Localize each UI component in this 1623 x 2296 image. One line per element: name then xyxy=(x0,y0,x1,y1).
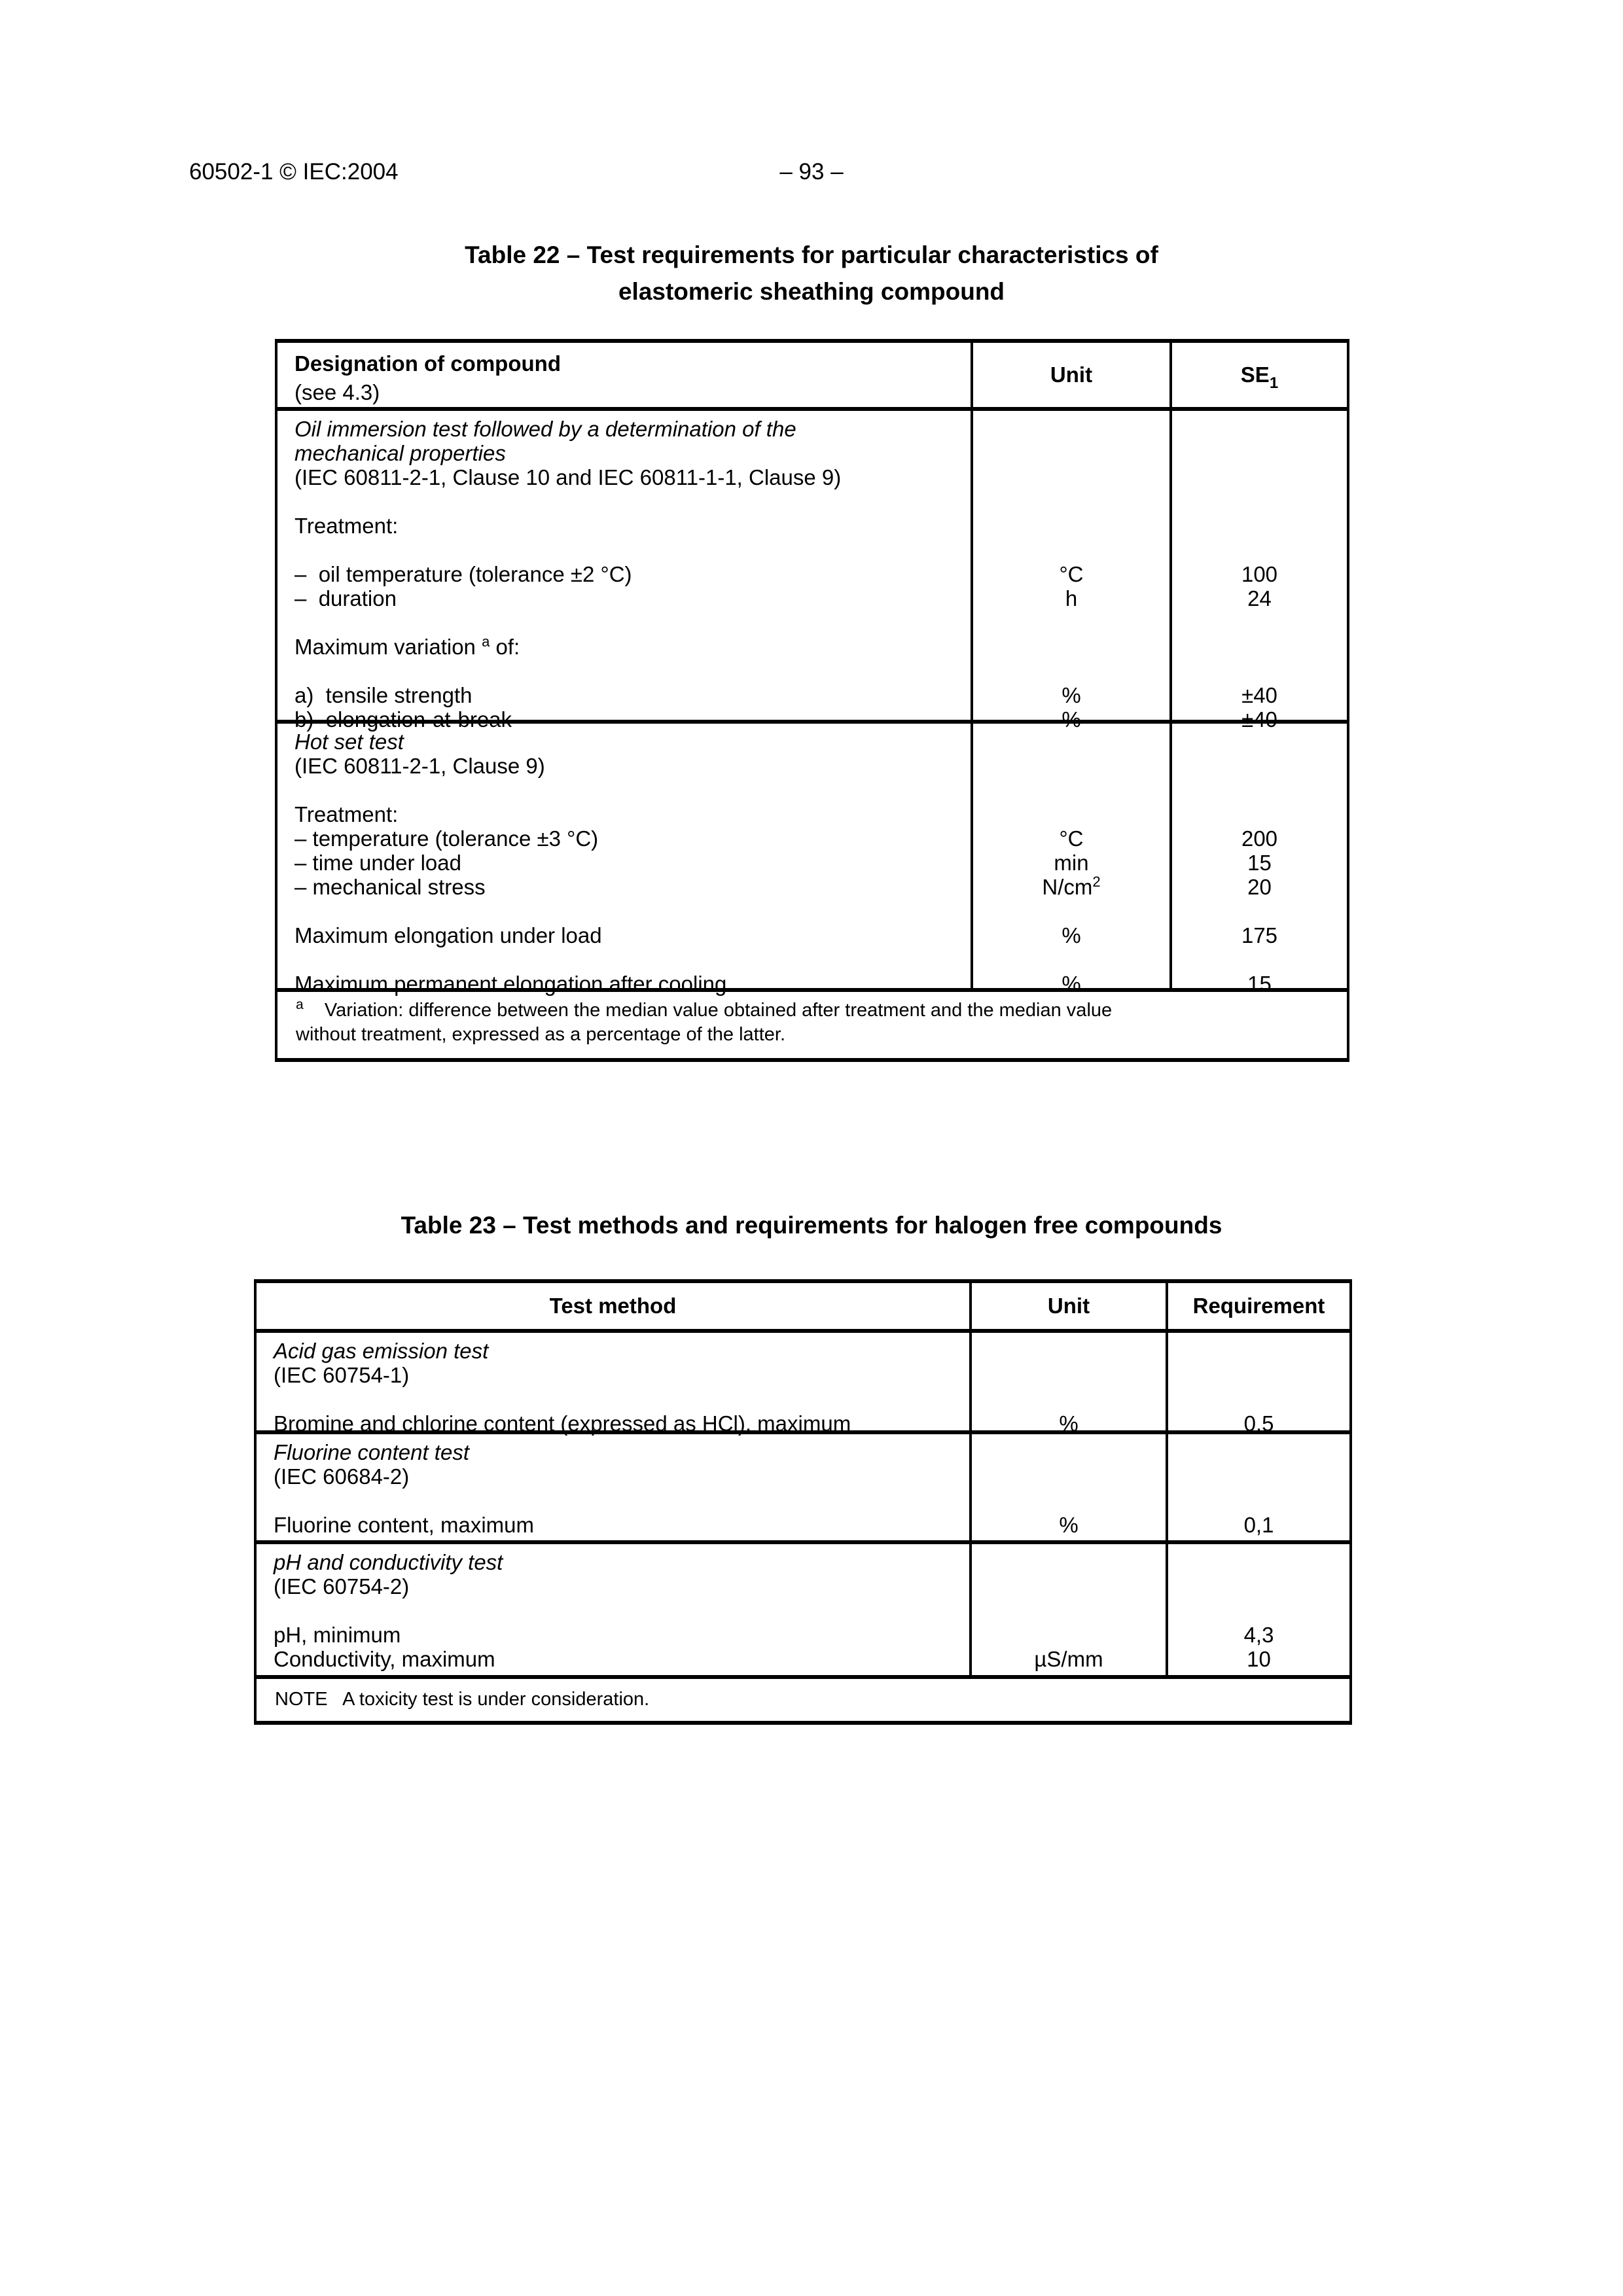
table23-header-testmethod-cell xyxy=(257,1283,969,1329)
table22-title-line1: Table 22 – Test requirements for particular characteristics of xyxy=(465,241,1158,268)
table22-header-row xyxy=(277,343,1347,411)
footnote-marker: a xyxy=(296,997,304,1012)
table22-header-designation-line1: Designation of compound xyxy=(294,351,561,376)
table22-title-line2: elastomeric sheathing compound xyxy=(618,278,1005,305)
table22-hot-set-test-line3-text xyxy=(294,778,954,802)
table23-ph-and-conductivity-test-line3-text xyxy=(274,1598,952,1623)
table23-fluorine-content-test-line1-unit xyxy=(972,1440,1166,1464)
table22-oil-immersion-test-unit-cell xyxy=(971,411,1169,732)
table22-hot-set-test-line6-unit: min xyxy=(1054,851,1089,875)
table22-hot-set-test-line10-value xyxy=(1172,947,1347,972)
table22-oil-immersion-test-line1-unit xyxy=(973,417,1169,441)
table22-hot-set-test-line8-text xyxy=(294,899,954,923)
table23-acid-gas-emission-test-line3-text xyxy=(274,1387,952,1411)
table22-hot-set-test-line4-value xyxy=(1172,802,1347,826)
table23-acid-gas-emission-test-line4-value: 0,5 xyxy=(1243,1411,1274,1436)
document-reference: 60502-1 © IEC:2004 xyxy=(189,159,399,185)
table22-hot-set-test-line4-text: Treatment: xyxy=(294,802,399,826)
table23-acid-gas-emission-test-line3-value xyxy=(1168,1387,1349,1411)
table22-oil-immersion-test-line4-unit xyxy=(973,489,1169,514)
table23-acid-gas-emission-test-text-cell xyxy=(257,1333,969,1436)
table23-ph-and-conductivity-test-line3-value xyxy=(1168,1598,1349,1623)
table23-acid-gas-emission-test-line2-unit xyxy=(972,1363,1166,1387)
table22-hot-set-test-line5-value: 200 xyxy=(1241,826,1278,851)
table23-ph-and-conductivity-test-line2-value xyxy=(1168,1574,1349,1598)
table22-hot-set-test-line8-value xyxy=(1172,899,1347,923)
table23-ph-and-conductivity-test-line2-unit xyxy=(972,1574,1166,1598)
table22-hot-set-test-line9-text: Maximum elongation under load xyxy=(294,923,602,947)
table23-acid-gas-emission-test-unit-cell xyxy=(969,1333,1166,1436)
table22-oil-immersion-test-line8-unit: h xyxy=(1065,586,1078,610)
table23 xyxy=(254,1279,1352,1725)
table23-acid-gas-emission-test-line1-value xyxy=(1168,1339,1349,1363)
table23-section-ph-and-conductivity-test xyxy=(257,1544,1349,1679)
table22-header-designation-line2: (see 4.3) xyxy=(294,380,380,404)
table23-fluorine-content-test-line2-text: (IEC 60684-2) xyxy=(274,1464,410,1489)
table23-ph-and-conductivity-test-line1-value xyxy=(1168,1550,1349,1574)
table23-section-acid-gas-emission-test xyxy=(257,1333,1349,1434)
table23-fluorine-content-test-unit-cell xyxy=(969,1434,1166,1540)
table23-fluorine-content-test-line4-unit: % xyxy=(1059,1513,1079,1537)
table23-ph-and-conductivity-test-value-cell xyxy=(1166,1544,1349,1675)
table23-acid-gas-emission-test-value-cell xyxy=(1166,1333,1349,1436)
table23-section-fluorine-content-test xyxy=(257,1434,1349,1544)
table22-oil-immersion-test-line1-value xyxy=(1172,417,1347,441)
table23-ph-and-conductivity-test-line3-unit xyxy=(972,1598,1166,1623)
table22-hot-set-test-unit-cell xyxy=(971,724,1169,996)
table22-oil-immersion-test-value-cell xyxy=(1169,411,1347,732)
table23-ph-and-conductivity-test-line1-unit xyxy=(972,1550,1166,1574)
table23-acid-gas-emission-test-line1-unit xyxy=(972,1339,1166,1363)
table22-hot-set-test-line10-text xyxy=(294,947,954,972)
table22-oil-immersion-test-line2-text: mechanical properties xyxy=(294,441,506,465)
table22-hot-set-test-line7-text: – mechanical stress xyxy=(294,875,486,899)
table22-oil-immersion-test-line8-text: – duration xyxy=(294,586,397,610)
table23-acid-gas-emission-test-line4-text: Bromine and chlorine content (expressed as HCl), maximum xyxy=(274,1411,851,1436)
table22-header-designation-cell xyxy=(277,343,971,407)
table22-hot-set-test-line5-text: – temperature (tolerance ±3 °C) xyxy=(294,826,599,851)
table22-oil-immersion-test-line9-unit xyxy=(973,610,1169,635)
table22-oil-immersion-test-line9-value xyxy=(1172,610,1347,635)
table23-ph-and-conductivity-test-text-cell xyxy=(257,1544,969,1675)
table22-oil-immersion-test-line7-value: 100 xyxy=(1241,562,1278,586)
table22-hot-set-test-line9-value: 175 xyxy=(1241,923,1278,947)
table23-ph-and-conductivity-test-line1-text: pH and conductivity test xyxy=(274,1550,503,1574)
table22-hot-set-test-line2-text: (IEC 60811-2-1, Clause 9) xyxy=(294,754,545,778)
table22-hot-set-test-value-cell xyxy=(1169,724,1347,996)
table23-note-row: NOTE A toxicity test is under consideration. xyxy=(275,1689,650,1710)
table22-hot-set-test-line7-value: 20 xyxy=(1247,875,1272,899)
table22-header-unit-label: Unit xyxy=(1050,362,1093,387)
table22-hot-set-test-line6-value: 15 xyxy=(1247,851,1272,875)
table22-footnote-line1: $^a$ Variation: difference between the median value obtained after treatment and the median value xyxy=(296,997,1113,1021)
table22-hot-set-test-line1-text: Hot set test xyxy=(294,730,404,754)
table22-oil-immersion-test-line6-value xyxy=(1172,538,1347,562)
table23-header-row xyxy=(257,1283,1349,1333)
table23-fluorine-content-test-value-cell xyxy=(1166,1434,1349,1540)
table23-fluorine-content-test-text-cell xyxy=(257,1434,969,1540)
page-number: – 93 – xyxy=(779,159,844,185)
table22-oil-immersion-test-line5-value xyxy=(1172,514,1347,538)
table22-oil-immersion-test-line5-unit xyxy=(973,514,1169,538)
table22-hot-set-test-line11-unit: % xyxy=(1061,972,1081,996)
table22-oil-immersion-test-line7-unit: °C xyxy=(1059,562,1084,586)
table22-oil-immersion-test-line2-value xyxy=(1172,441,1347,465)
table22-oil-immersion-test-text-cell xyxy=(277,411,971,732)
table23-header-requirement-label: Requirement xyxy=(1192,1294,1325,1318)
table22-oil-immersion-test-line10-text: Maximum variation $^a$ of: xyxy=(294,633,520,659)
table23-fluorine-content-test-line4-value: 0,1 xyxy=(1243,1513,1274,1537)
table23-fluorine-content-test-line3-text xyxy=(274,1489,952,1513)
table22-hot-set-test-line3-value xyxy=(1172,778,1347,802)
table22-hot-set-test-line8-unit xyxy=(973,899,1169,923)
table22-oil-immersion-test-line6-unit xyxy=(973,538,1169,562)
table22-hot-set-test-line11-text: Maximum permanent elongation after cooling xyxy=(294,972,727,996)
table23-ph-and-conductivity-test-line4-value: 4,3 xyxy=(1243,1623,1274,1647)
table23-header-requirement-cell xyxy=(1166,1283,1349,1329)
table23-header-unit-label: Unit xyxy=(1047,1294,1090,1318)
table22-oil-immersion-test-line12-text: a) tensile strength xyxy=(294,683,473,707)
table23-sections-host xyxy=(257,1333,1349,1679)
table23-ph-and-conductivity-test-line2-text: (IEC 60754-2) xyxy=(274,1574,410,1598)
table22-oil-immersion-test-line7-text: – oil temperature (tolerance ±2 °C) xyxy=(294,562,632,586)
table23-fluorine-content-test-line1-value xyxy=(1168,1440,1349,1464)
table23-acid-gas-emission-test-line1-text: Acid gas emission test xyxy=(274,1339,489,1363)
table22-header-se1-cell xyxy=(1169,343,1347,407)
table23-fluorine-content-test-line4-text: Fluorine content, maximum xyxy=(274,1513,534,1537)
table22-hot-set-test-line1-value xyxy=(1172,730,1347,754)
table23-ph-and-conductivity-test-line5-text: Conductivity, maximum xyxy=(274,1647,495,1671)
table22-oil-immersion-test-line13-text: b) elongation-at-break xyxy=(294,707,512,732)
table22-footnote-row xyxy=(277,992,1347,1058)
table23-acid-gas-emission-test-line3-unit xyxy=(972,1387,1166,1411)
table22-hot-set-test-line2-unit xyxy=(973,754,1169,778)
table22-hot-set-test-line10-unit xyxy=(973,947,1169,972)
table22-hot-set-test-line9-unit: % xyxy=(1061,923,1081,947)
table22-footnote-line2: without treatment, expressed as a percentage of the latter. xyxy=(296,1024,785,1045)
table22-oil-immersion-test-line11-text xyxy=(294,659,954,683)
table23-fluorine-content-test-line3-unit xyxy=(972,1489,1166,1513)
table22-oil-immersion-test-line13-value: ±40 xyxy=(1241,707,1277,732)
table22-sections-host xyxy=(277,411,1347,996)
table23-acid-gas-emission-test-line2-value xyxy=(1168,1363,1349,1387)
table22-hot-set-test-line3-unit xyxy=(973,778,1169,802)
table22-hot-set-test-line4-unit xyxy=(973,802,1169,826)
table22-oil-immersion-test-line3-value xyxy=(1172,465,1347,489)
table23-acid-gas-emission-test-line4-unit: % xyxy=(1059,1411,1079,1436)
table22-header-se1-label: $SE_1$ xyxy=(1240,362,1279,392)
table22-hot-set-test-line5-unit: °C xyxy=(1059,826,1084,851)
table23-fluorine-content-test-line2-unit xyxy=(972,1464,1166,1489)
table23-fluorine-content-test-line2-value xyxy=(1168,1464,1349,1489)
table23-fluorine-content-test-line3-value xyxy=(1168,1489,1349,1513)
table22-oil-immersion-test-line2-unit xyxy=(973,441,1169,465)
table23-header-unit-cell xyxy=(969,1283,1166,1329)
table22-oil-immersion-test-line12-value: ±40 xyxy=(1241,683,1277,707)
table22-header-unit-cell xyxy=(971,343,1169,407)
table22-hot-set-test-line7-unit: $N/cm^2$ xyxy=(1042,874,1101,899)
table22-title xyxy=(0,237,1623,310)
table23-fluorine-content-test-line1-text: Fluorine content test xyxy=(274,1440,469,1464)
table22-oil-immersion-test-line11-unit xyxy=(973,659,1169,683)
table22-hot-set-test-line2-value xyxy=(1172,754,1347,778)
table22-hot-set-test-line6-text: – time under load xyxy=(294,851,461,875)
table22-oil-immersion-test-line12-unit: % xyxy=(1061,683,1081,707)
table23-ph-and-conductivity-test-line5-value: 10 xyxy=(1247,1647,1271,1671)
table23-title: Table 23 – Test methods and requirements for halogen free compounds xyxy=(401,1212,1222,1239)
page-header xyxy=(0,159,1623,188)
table22-hot-set-test-line1-unit xyxy=(973,730,1169,754)
table22-oil-immersion-test-line11-value xyxy=(1172,659,1347,683)
table23-ph-and-conductivity-test-line4-unit xyxy=(972,1623,1166,1647)
table22 xyxy=(275,339,1349,1062)
table22-oil-immersion-test-line4-value xyxy=(1172,489,1347,514)
table22-section-hot-set-test xyxy=(277,724,1347,996)
table22-oil-immersion-test-line10-value xyxy=(1172,635,1347,659)
table22-oil-immersion-test-line3-text: (IEC 60811-2-1, Clause 10 and IEC 60811-1-1, Clause 9) xyxy=(294,465,842,489)
table22-oil-immersion-test-line13-unit: % xyxy=(1061,707,1081,732)
table22-oil-immersion-test-line4-text xyxy=(294,489,954,514)
table22-oil-immersion-test-line10-unit xyxy=(973,635,1169,659)
table23-acid-gas-emission-test-line2-text: (IEC 60754-1) xyxy=(274,1363,410,1387)
table22-oil-immersion-test-line8-value: 24 xyxy=(1247,586,1272,610)
table22-oil-immersion-test-line5-text: Treatment: xyxy=(294,514,399,538)
table22-oil-immersion-test-line1-text: Oil immersion test followed by a determination of the xyxy=(294,417,796,441)
table22-oil-immersion-test-line9-text xyxy=(294,610,954,635)
table22-hot-set-test-line11-value: 15 xyxy=(1247,972,1272,996)
table23-ph-and-conductivity-test-line5-unit: µS/mm xyxy=(1034,1647,1103,1671)
table22-oil-immersion-test-line3-unit xyxy=(973,465,1169,489)
table22-section-oil-immersion-test xyxy=(277,411,1347,732)
table23-ph-and-conductivity-test-line4-text: pH, minimum xyxy=(274,1623,401,1647)
table23-ph-and-conductivity-test-unit-cell xyxy=(969,1544,1166,1675)
table23-header-testmethod-label: Test method xyxy=(549,1294,677,1318)
table22-hot-set-test-text-cell xyxy=(277,724,971,996)
table22-oil-immersion-test-line6-text xyxy=(294,538,954,562)
